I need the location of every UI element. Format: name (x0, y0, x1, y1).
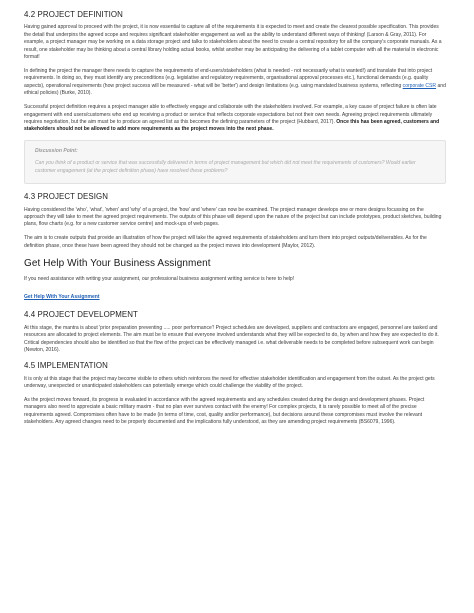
get-help-link[interactable]: Get Help With Your Assignment (24, 294, 100, 300)
section-heading: 4.2 PROJECT DEFINITION (24, 10, 123, 19)
section-help (24, 258, 446, 301)
help-link-row (24, 290, 446, 301)
help-heading: Get Help With Your Business Assignment (24, 258, 211, 270)
section-heading: 4.4 PROJECT DEVELOPMENT (24, 310, 138, 320)
section-project-definition (24, 10, 446, 184)
paragraph: At this stage, the mantra is about 'prior preparation preventing ..... poor performance'! Project schedules are developed, suppliers and contractors are engaged, personnel are tasked and resources are allocated to project elements. The aim must be to ensure that everyone involved understands what they will be expected to do, by when and how they are expected to do it. Critical dependencies should also be identified so that the flow of the project can be effectively managed i.e. what deliverable needs to be completed before subsequent work can begin (Newton, 2016). (24, 324, 439, 354)
section-project-development (24, 310, 446, 354)
help-text: If you need assistance with writing your assignment, our professional business assignment writing service is here to help! (24, 276, 295, 283)
paragraph: The aim is to create outputs that provide an illustration of how the project will take the agreed requirements of stakeholders and turn them into project outputs/deliverables. As for the definition phase, once these have been agreed they should not be changed as the project moves into development (Maylor, 2012). (24, 235, 427, 249)
discussion-box (24, 140, 446, 184)
paragraph: Successful project definition requires a project manager able to effectively engage and collaborate with the stakeholders involved. For example, a key cause of project failure is often late engagement with end users/customers who end up receiving a product or service that reflects corporate expectations but not their own needs. Agreeing project requirements ultimately requires negotiation, but the aim must be to produce an agreed list as this becomes the defining parameters of the project (Hubbard, 2017). Once this has been agreed, customers and stakeholders should not be allowed to add more requirements as the project moves into the next phase. (24, 104, 440, 133)
paragraph: Having considered the 'who', 'what', 'when' and 'why' of a project, the 'how' and 'where' can now be examined. The project manager develops one or more designs focussing on the approach they will take to meet the agreed project requirements. The outputs of this phase will depend upon the nature of the project but can include prototypes, product sketches, building plans, flow charts (e.g. for a new customer service centre) and mock-ups of web pages. (24, 206, 442, 228)
section-heading: 4.5 IMPLEMENTATION (24, 361, 108, 371)
corporate-csr-link[interactable]: corporate CSR (402, 82, 437, 89)
paragraph: It is only at this stage that the project may become visible to others which reinforces the need for effective stakeholder identification and engagement from the outset. As the project gets underway, unexpected or unanticipated stakeholders can potentially emerge which could challenge the viability of the project. (24, 375, 435, 389)
section-implementation (24, 361, 446, 426)
section-project-design (24, 192, 446, 250)
paragraph: In defining the project the manager there needs to capture the requirements of end-users/stakeholders (what is needed - not necessarily what is wanted!) and translate that into project requirements. In doing so, they must identify any preconditions (e.g. legislative and regulatory requirements, organisational approval processes etc.), functional demands (e.g. quality aspects), operational requirements (how project success will be measured - what will be 'better') and design limitations (e.g. using mandated business systems, reflecting corporate CSR and ethical policies) (Burke, 2010). (24, 68, 446, 97)
discussion-text: Can you think of a product or service that was successfully delivered in terms of project management but which did not meet the requirements of customers? Would earlier customer engagement (at the project definition phase) have resolved these problems? (35, 160, 416, 174)
paragraph: Having gained approval to proceed with the project, it is now essential to capture all of the requirements it is expected to meet and create the clearest possible specification. This provides the detail that underpins the agreed scope and requires significant stakeholder engagement as well as the ability to understand different ways of thinking! (Larson & Gray, 2011). For example, a project manager may be working on a data storage project and talks to stakeholders about the need to create a central repository for all the company's corporate manuals. As a result, one stakeholder may be thinking about a central library holding actual books, whilst another may be anticipating the delivering of a tablet computer with all the material in electronic format! (24, 24, 442, 61)
emphasis-text: Once this has been agreed, customers and stakeholders should not be allowed to add more requirements as the project moves into the next phase. (24, 118, 440, 133)
section-heading: 4.3 PROJECT DESIGN (24, 192, 109, 202)
paragraph: As the project moves forward, its progress is evaluated in accordance with the agreed requirements and any schedules created during the design and development phases. Project managers also need to appreciate a basic military maxim - that no plan ever survives contact with the enemy! For complex projects, it is rarely possible to meet all of the precise requirements agreed. Compromises often have to be made (in terms of time, cost, quality and/or performance), but decisions around these compromises must involve the relevant stakeholders. Any agreed changes need to be properly documented and the implications fully understood, as they are amending project requirements (BS6079, 1996). (24, 396, 425, 426)
discussion-label: Discussion Point: (35, 148, 78, 155)
